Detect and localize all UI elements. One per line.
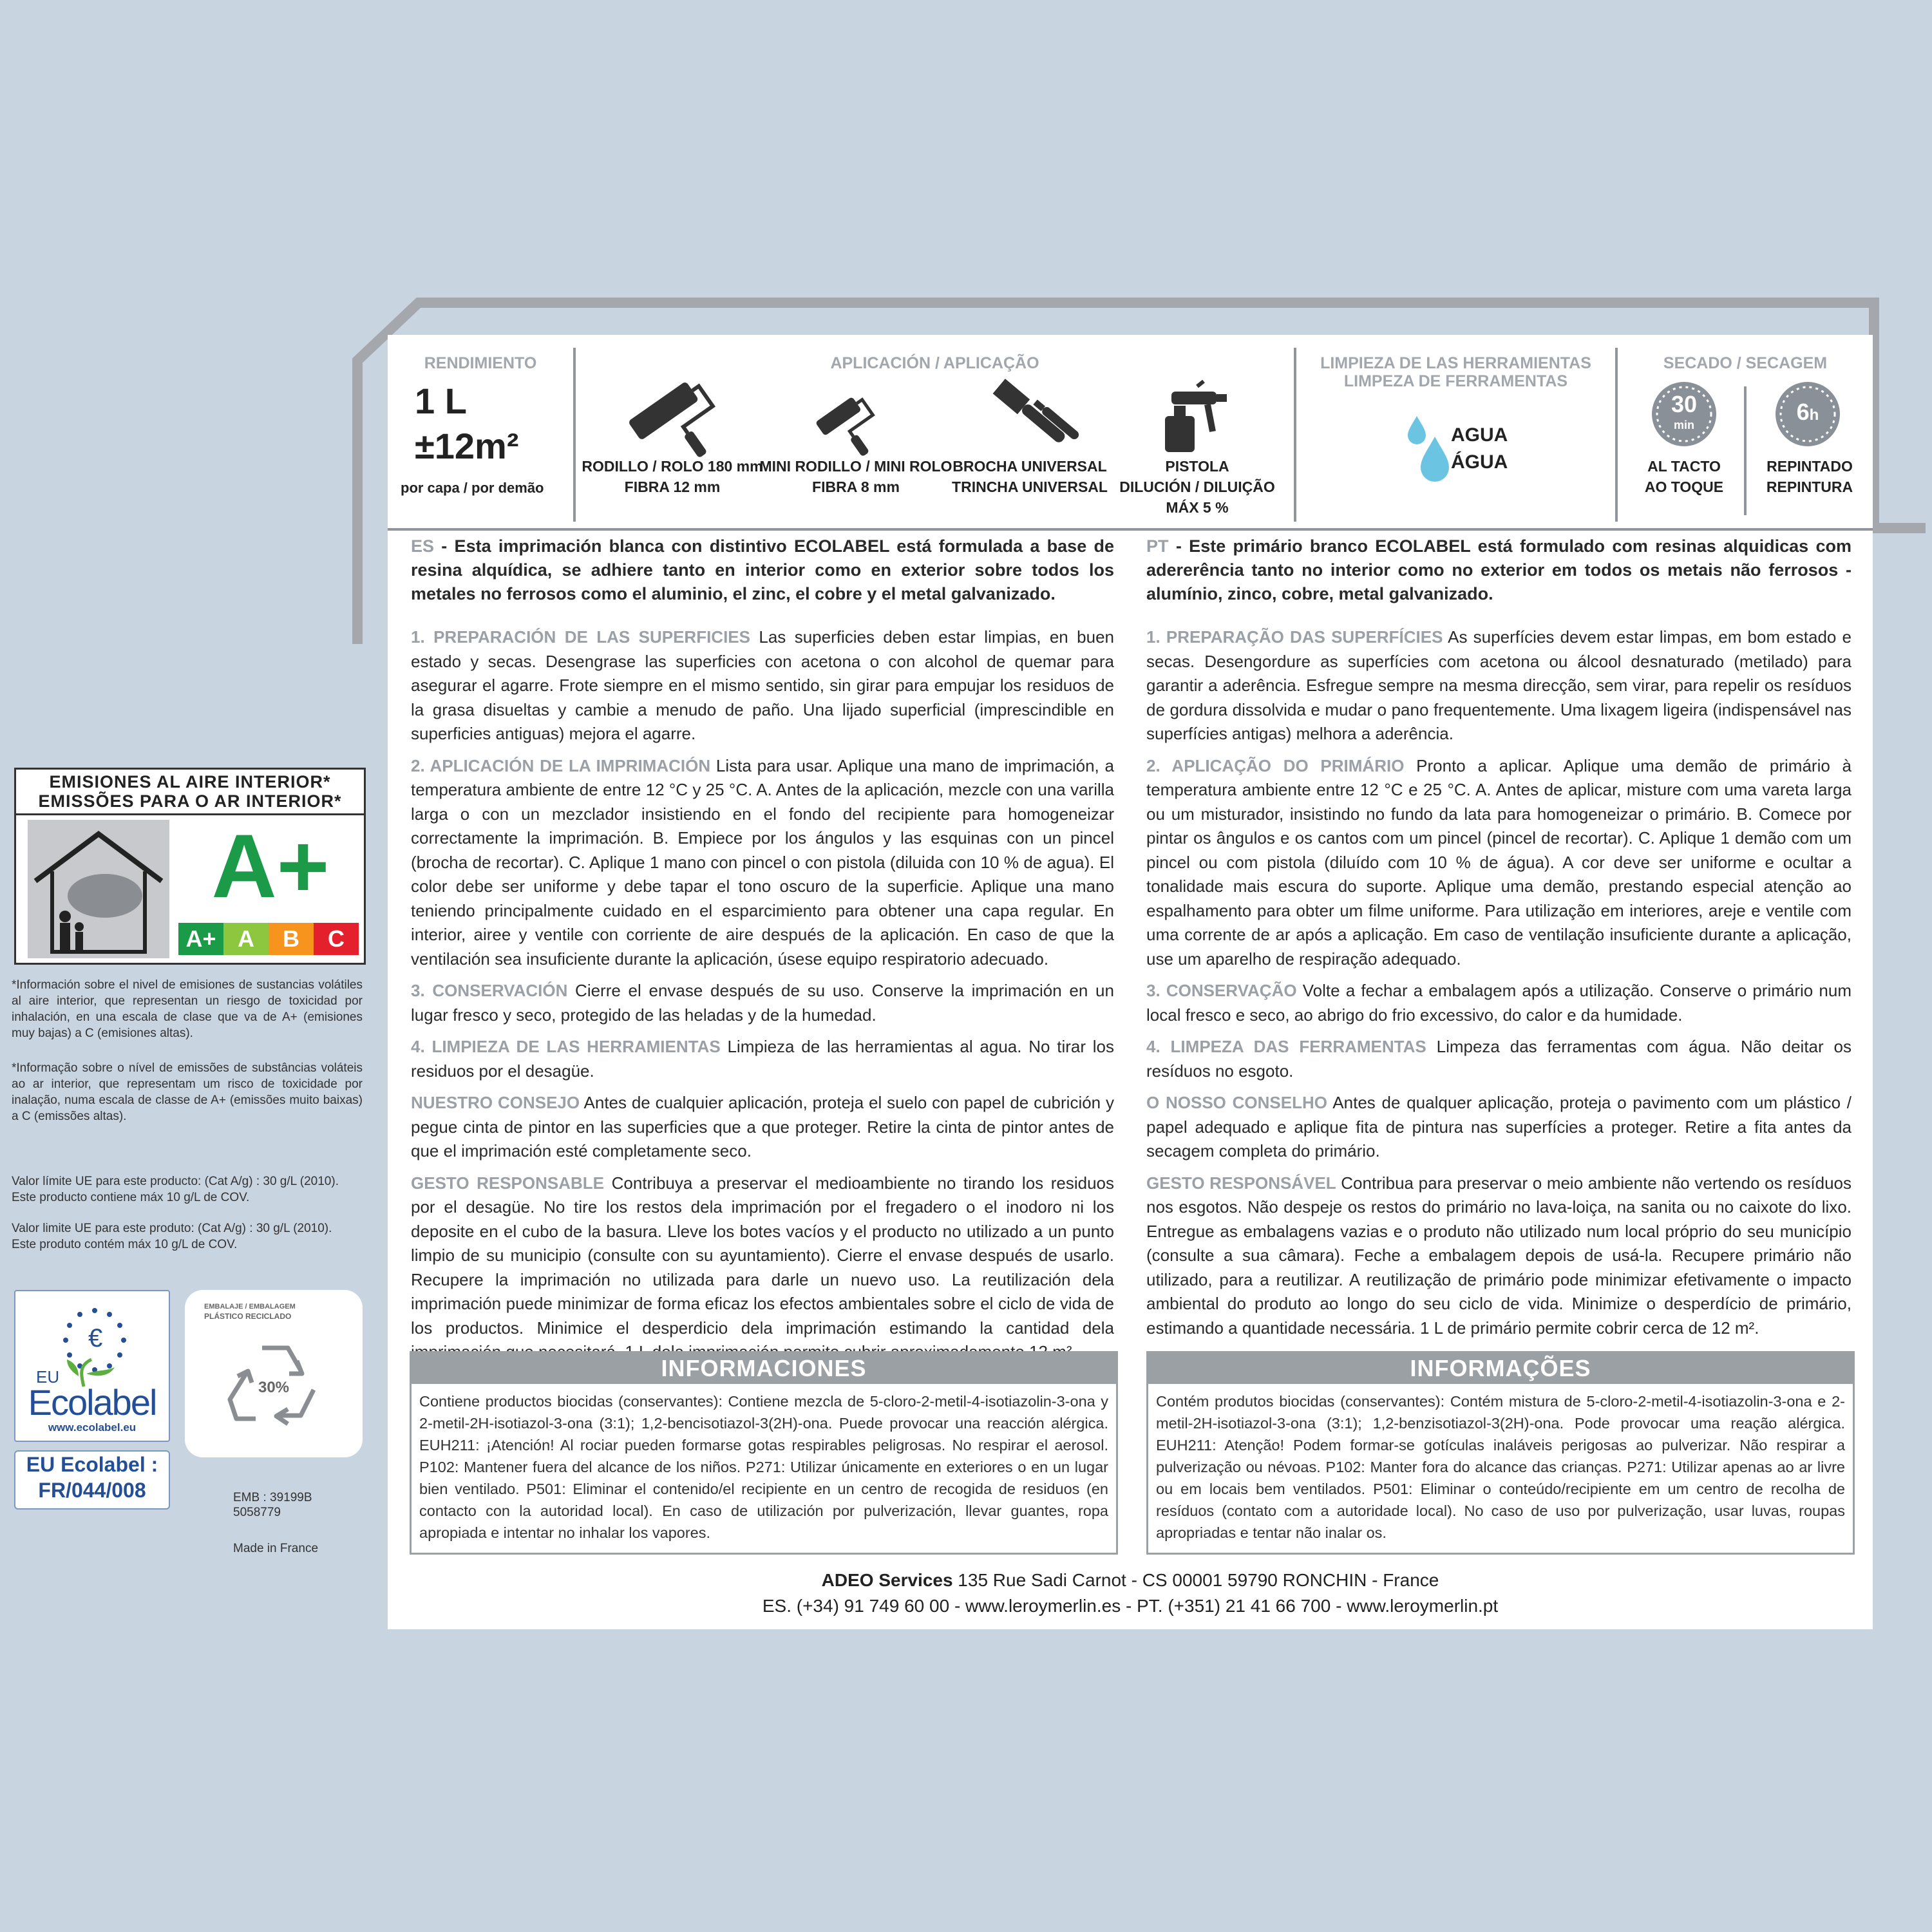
house-icon [28, 820, 169, 958]
spray-caption-1: PISTOLA [1165, 458, 1229, 475]
es-section-title: 3. CONSERVACIÓN [411, 981, 568, 1000]
es-section-title: 2. APLICACIÓN DE LA IMPRIMACIÓN [411, 755, 711, 775]
mini-roller-icon [801, 386, 891, 457]
drying-recoat-pt: REPINTURA [1766, 478, 1853, 495]
pt-section-text: Contribua para preservar o meio ambiente não vertendo os resíduos nos esgotos. Não despeje os restos do primário no lava-loiça, na sanita ou no caixote do lixo. Entregue as embalagens vazias e o produto não utilizado num local próprio do seu município (consulte a sua câmara). Feche a embalagem depois de usá-la. Recupere primário não utilizado, para a reutilizar. A reutilização de primário pode minimizar efetivamente o impacto ambiental do produto ao longo do seu ciclo de vida. Minimize o desperdício de primário, estimando a quantidade necessária. 1 L de primário permite cobrir cerca de 12 m². [1146, 1173, 1852, 1338]
cleaning-header-pt: LIMPEZA DE FERRAMENTAS [1343, 372, 1568, 390]
pt-section-text: As superfícies devem estar limpas, em bom estado e secas. Desengordure as superfícies com acetona ou álcool desnaturado (metilado) para garantir a aderência. Esfregue sempre na mesma direcção, sem virar, para repelir os resíduos de gordura dissolvida e mudar o pano frequentemente. Uma lixagem ligeira (indispensável nas superfícies antigas) melhora a aderência. [1146, 627, 1852, 743]
application-section [576, 335, 1294, 528]
brush-icon [975, 375, 1084, 459]
es-column [411, 535, 1114, 1372]
drying-touch-es: AL TACTO [1647, 458, 1721, 475]
cov-pt-1: Valor limite UE para este produto: (Cat A/g) : 30 g/L (2010). [12, 1222, 332, 1235]
spray-caption-2: DILUCIÓN / DILUIÇÃO [1119, 478, 1275, 495]
pt-section-text: Limpeza das ferramentas com água. Não deitar os resíduos no esgoto. [1146, 1037, 1852, 1081]
pt-section-text: Antes de qualquer aplicação, proteja o pavimento com um plástico / papel adequado e aplique fita de pintura nas superfícies a proteger. Retire a fita antes da secagem completa do primário. [1146, 1093, 1852, 1160]
pt-section-text: Volte a fechar a embalagem após a utilização. Conserve o primário num local fresco e seco, ao abrigo do frio excessivo, do calor e da humidade. [1146, 981, 1852, 1025]
scale-b: B [269, 923, 314, 955]
es-section-text: Lista para usar. Aplique una mano de imprimación, a temperatura ambiente de entre 12 °C y 25 °C. A. Antes de la aplicación, mezcle con una varilla larga o con un mezclador insistiendo en el fondo del recipiente para homogeneizar correctamente la imprimación. B. Empiece por los ángulos y las esquinas con un pincel (brocha de recortar). C. Aplique 1 mano con pincel o con pistola (diluida con 10 % de agua). El color debe ser uniforme y debe tapar el tono oscuro de la superficie. Aplique una mano teniendo principalmente cuidado en el esparcimiento para obtener una capa regular. En interior, airee y ventile con corriente de aire después de la aplicación. En caso de que la ventilación sea insuficiente durante la aplicación, úsese equipo respiratorio adecuado. [411, 755, 1115, 969]
made-in-france: Made in France [233, 1542, 319, 1555]
es-intro [411, 535, 1114, 606]
es-section [411, 625, 1114, 746]
emb-code: EMB : 39199B [233, 1491, 312, 1504]
es-section-text: Las superficies deben estar limpias, en buen estado y secas. Desengrase las superficies con acetona o con alcohol de quemar para asegurar el agarre. Frote siempre en el mismo sentido, sin girar para empujar los residuos de la grasa disueltas y cambie a menudo de paño. Una lijado superficial (imprescindible en superficies antiguas) mejora el agarre. [411, 627, 1114, 743]
es-section-title: NUESTRO CONSEJO [411, 1093, 580, 1112]
yield-volume: 1 L [415, 381, 467, 421]
pt-section [1146, 1171, 1852, 1341]
water-drops-icon [1403, 411, 1454, 488]
drying-header: SECADO / SECAGEM [1663, 354, 1828, 372]
mini-roller-caption-1: MINI RODILLO / MINI ROLO [759, 458, 952, 475]
pt-info-box [1146, 1351, 1855, 1555]
scale-a-plus: A+ [178, 923, 223, 955]
cleaning-header-es: LIMPIEZA DE LAS HERRAMIENTAS [1320, 354, 1591, 372]
pt-section-title: 1. PREPARAÇÃO DAS SUPERFÍCIES [1146, 627, 1443, 647]
recycled-line2: PLÁSTICO RECICLADO [204, 1312, 292, 1321]
emb-number: 5058779 [233, 1506, 281, 1519]
footer-company: ADEO Services [821, 1570, 953, 1590]
emissions-grade: A+ [211, 815, 330, 916]
ecolabel-url: www.ecolabel.eu [48, 1421, 137, 1434]
emissions-title-pt: EMISSÕES PARA O AR INTERIOR* [38, 791, 342, 811]
pt-intro-text: - Este primário branco ECOLABEL está formulado com resinas alquidicas com adererência tanto no interior como no exterior em todos os metais não ferrosos - alumínio, zinco, cobre, metal galvanizado. [1146, 536, 1852, 603]
es-section-text: Contribuya a preservar el medioambiente no tirando los residuos por el desagüe. No tire los restos dela imprimación por el fregadero o el inodoro ni los deposite en el cubo de la basura. Lleve los botes vacíos y el producto no utilizado a un punto limpio de su municipio (consulte con su ayuntamiento). Cierre el envase después de usarlo. Recupere la imprimación no utilizada para darle un nuevo uso. La reutilización dela imprimación puede minimizar de forma eficaz los efectos ambientales sobre el ciclo de vida de los productos. Minimice el desperdicio dela imprimación estimando la cantidad dela [411, 1173, 1114, 1338]
recycled-percent: 30% [258, 1379, 290, 1396]
spray-gun-icon [1152, 380, 1236, 457]
pt-info-text: Contém produtos biocidas (conservantes): Contém mistura de 5-cloro-2-metil-4-isotiazolin-3-ona e 2-metil-2H-isotiazol-3-ona (3:1); 1,2-benzisotiazol-3(2H)-ona. Pode provocar uma reação alérgica. EUH211: Atenção! Podem formar-se gotículas inaláveis perigosas ao pulverizar. Não respirar a pulverização ou névoas. P102: Manter fora do alcance das crianças. P271: Utilizar apenas ao ar livre ou em locais bem ventilados. P501: Eliminar o conteúdo/recipiente em um centro de recolha de resíduos (contato com a autoridade local). No caso de uso por pulverização, usar luvas, roupas apropriadas e tentar não inalar os. [1156, 1393, 1845, 1541]
pt-section-title: 3. CONSERVAÇÃO [1146, 981, 1297, 1000]
pt-section-text: Pronto a aplicar. Aplique uma demão de primário à temperatura ambiente entre 12 °C e 25 °C. A. Antes de aplicar, misture com uma vareta larga ou um misturador, insistindo no fundo da lata para homogeneizar o primário. B. Comece por pintar os ângulos e os cantos com um pincel (pincel de recortar). C. Aplique 1 demão com um pincel ou com pistola (diluído com 10 % de água). A cor deve ser uniforme e ocultar a tonalidade mais escura do suporte. Aplique uma demão, prestando especial atenção ao espalhamento para obter um filme uniforme. Para utilização em interiores, areje e ventile com uma corrente de ar após a aplicação. Em caso de ventilação insuficiente durante a aplicação, use um aparelho de respiração adequado. [1146, 755, 1852, 969]
brush-caption-2: TRINCHA UNIVERSAL [952, 478, 1108, 495]
footer-contacts: ES. (+34) 91 749 60 00 - www.leroymerlin.es - PT. (+351) 21 41 66 700 - www.leroymerlin.pt [762, 1596, 1499, 1616]
footer-address [388, 1570, 1873, 1591]
application-header: APLICACIÓN / APLICAÇÃO [830, 354, 1039, 372]
spray-caption-3: MÁX 5 % [1166, 499, 1229, 516]
yield-header: RENDIMIENTO [424, 354, 537, 372]
drying-recoat-es: REPINTADO [1766, 458, 1853, 475]
es-section-title: 4. LIMPIEZA DE LAS HERRAMIENTAS [411, 1037, 721, 1056]
pt-section [1146, 979, 1852, 1027]
emissions-label [14, 768, 366, 965]
es-section-text: Limpieza de las herramientas al agua. No tirar los residuos por el desagüe. [411, 1037, 1114, 1081]
drying-section [1618, 335, 1873, 528]
usage-strip [388, 335, 1873, 531]
ecolabel-flower-icon [53, 1304, 137, 1388]
pt-info-title: INFORMAÇÕES [1148, 1353, 1853, 1384]
roller-caption-2: FIBRA 12 mm [624, 478, 721, 495]
drying-touch-unit: min [1673, 419, 1694, 431]
drying-recoat-unit: h [1809, 406, 1819, 424]
pt-section-title: O NOSSO CONSELHO [1146, 1093, 1327, 1112]
yield-caption: por capa / por demão [401, 480, 544, 496]
recycled-plastic-label [185, 1290, 363, 1457]
pt-section-title: 2. APLICAÇÃO DO PRIMÁRIO [1146, 755, 1405, 775]
pt-section [1146, 754, 1852, 972]
es-section [411, 1035, 1114, 1083]
es-section [411, 1091, 1114, 1164]
es-section-text: Antes de cualquier aplicación, proteja el suelo con papel de cubrición y pegue cinta de pintor en las superficies que a que proteger. Retire la cinta de pintor antes de que el imprimación esté completamente seco. [411, 1093, 1114, 1160]
ecolabel-eu: EU [36, 1367, 60, 1387]
cov-es-1: Valor límite UE para este producto: (Cat A/g) : 30 g/L (2010). [12, 1175, 339, 1188]
ecolabel-code [14, 1450, 170, 1510]
pt-section [1146, 1035, 1852, 1083]
emissions-scale [178, 923, 359, 955]
cleaning-section [1296, 335, 1615, 528]
cleaning-water-pt: ÁGUA [1451, 451, 1508, 473]
es-section [411, 754, 1114, 972]
emissions-title-es: EMISIONES AL AIRE INTERIOR* [49, 772, 331, 791]
roller-caption-1: RODILLO / ROLO 180 mm [582, 458, 763, 475]
yield-section [388, 335, 573, 528]
mini-roller-caption-2: FIBRA 8 mm [812, 478, 900, 495]
drying-recoat-value [1772, 399, 1843, 426]
ecolabel-logo [14, 1290, 170, 1442]
pt-section [1146, 625, 1852, 746]
scale-c: C [314, 923, 359, 955]
ecolabel-code-value: FR/044/008 [38, 1479, 146, 1502]
pt-section-title: GESTO RESPONSÁVEL [1146, 1173, 1336, 1193]
pt-intro [1146, 535, 1852, 606]
es-info-box [410, 1351, 1118, 1555]
es-section [411, 979, 1114, 1027]
brush-caption-1: BROCHA UNIVERSAL [952, 458, 1107, 475]
yield-area: ±12m² [415, 426, 519, 466]
ecolabel-code-label: EU Ecolabel : [26, 1453, 158, 1476]
pt-column [1146, 535, 1852, 1348]
recycled-line1: EMBALAJE / EMBALAGEM [204, 1303, 296, 1311]
cleaning-water-es: AGUA [1451, 424, 1508, 446]
es-code: ES [411, 536, 435, 556]
drying-touch-pt: AO TOQUE [1644, 478, 1724, 495]
es-intro-text: - Esta imprimación blanca con distintivo ECOLABEL está formulada a base de resina alquídica, se adhiere tanto en interior como en exterior sobre todos los metales no ferrosos como el aluminio, el zinc, el cobre y el metal galvanizado. [411, 536, 1114, 603]
es-section-title: 1. PREPARACIÓN DE LAS SUPERFICIES [411, 627, 750, 647]
es-section [411, 1171, 1114, 1365]
es-info-title: INFORMACIONES [412, 1353, 1116, 1384]
cov-pt-2: Este produto contém máx 10 g/L de COV. [12, 1238, 238, 1251]
footer-address-text: 135 Rue Sadi Carnot - CS 00001 59790 RONCHIN - France [952, 1570, 1439, 1590]
drying-recoat-number: 6 [1796, 399, 1810, 425]
scale-a: A [223, 923, 269, 955]
pt-section [1146, 1091, 1852, 1164]
cov-es-2: Este producto contiene máx 10 g/L de COV. [12, 1191, 250, 1204]
pt-code: PT [1146, 536, 1169, 556]
drying-touch-value: 30 [1671, 391, 1698, 417]
pt-section-title: 4. LIMPEZA DAS FERRAMENTAS [1146, 1037, 1426, 1056]
emissions-note-pt: *Informação sobre o nível de emissões de substâncias voláteis ao ar interior, que representam um risco de toxicidade por inalação, numa escala de classe de A+ (emissões muito baixas) a C (emissões altas). [12, 1061, 363, 1123]
es-info-text: Contiene productos biocidas (conservantes): Contiene mezcla de 5-cloro-2-metil-4-isotiazolin-3-ona y 2-metil-2H-isotiazol-3-ona (3:1); 1,2-bencisotiazol-3(2H)-ona. Puede provocar una reacción alérgica. EUH211: ¡Atención! Al rociar pueden formarse gotas respirables peligrosas. No respirar el aerosol. P102: Mantener fuera del alcance de los niños. P271: Utilizar únicamente en exteriores o en un lugar bien ventilado. P501: Eliminar el contenido/el recipiente en un centro de recogida de residuos (en contacto con la autoridad local). En caso de utilización por pulverización, llevar guantes, ropa apropiada e intentar no inhalar los vapores. [419, 1393, 1108, 1541]
emissions-note-es: *Información sobre el nivel de emisiones de sustancias volátiles al aire interior, que representan un riesgo de toxicidad por inhalación, en una escala de clase que va de A+ (emisiones muy bajas) a C (emisiones altas). [12, 978, 363, 1040]
svg-text:€: € [88, 1324, 103, 1352]
es-section-text: Cierre el envase después de su uso. Conserve la imprimación en un lugar fresco y seco, protegido de las heladas y de la humedad. [411, 981, 1114, 1025]
ecolabel-name: Ecolabel [28, 1382, 156, 1423]
es-section-title: GESTO RESPONSABLE [411, 1173, 605, 1193]
roller-icon [614, 376, 730, 460]
